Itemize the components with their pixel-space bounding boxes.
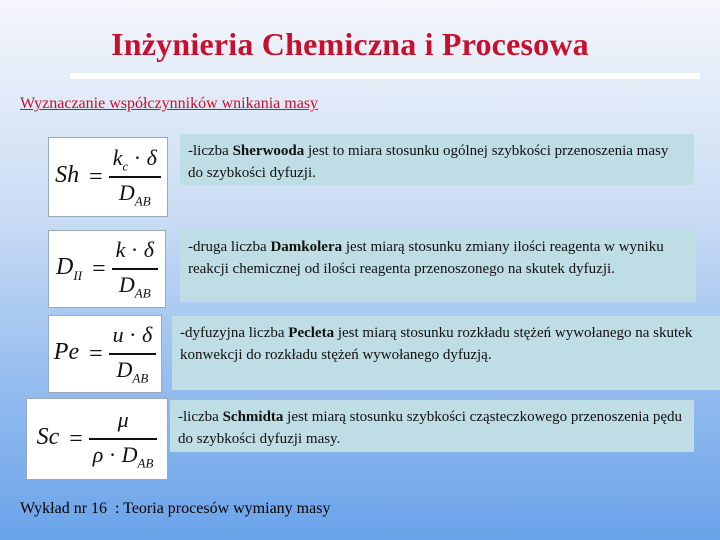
formula-schmidt [26,398,168,480]
fraction [112,237,158,301]
equals-sign: = [92,255,106,282]
formula-damkohler [48,230,166,308]
description-peclet: -dyfuzyjna liczba Pecleta jest miarą stosunku rozkładu stężeń wywołanego na skutek konwekcji do rozkładu stężeń wywołanego dyfuzją. [172,316,720,390]
fraction-denominator: $D_{AB}$ [118,271,151,301]
description-sherwood: -liczba Sherwooda jest to miara stosunku ogólnej szybkości przenoszenia masy do szybkości dyfuzji. [180,134,694,185]
fraction [109,322,157,386]
description-damkohler: -druga liczba Damkolera jest miarą stosunku zmiany ilości reagenta w wyniku reakcji chemicznej od ilości reagenta przenoszonego na skutek dyfuzji. [180,230,696,302]
fraction-numerator: μ [117,406,129,432]
description-schmidt: -liczba Schmidta jest miarą stosunku szybkości cząsteczkowego przenoszenia pędu do szybkości dyfuzji masy. [170,400,694,452]
term-name: Damkolera [270,239,343,255]
formula-lhs: $D_{II}$ [56,254,83,283]
term-name: Pecleta [288,325,335,341]
equals-sign: = [89,340,103,367]
term-name: Sherwooda [232,143,305,159]
fraction-numerator: k · δ [115,236,154,262]
formula-lhs: Pe [53,339,80,366]
equals-sign: = [69,425,83,452]
formula-lhs: Sc [36,424,60,451]
title-divider [70,73,700,79]
footer-lecture-info: Wykład nr 16 : Teoria procesów wymiany masy [20,500,331,517]
formula-sherwood [48,137,168,217]
fraction-denominator: $D_{AB}$ [118,179,151,209]
fraction [89,407,158,471]
term-name: Schmidta [222,409,284,425]
fraction-numerator: u · δ [112,321,153,347]
fraction [109,145,161,209]
fraction-numerator: $k_c \cdot \delta$ [112,144,157,174]
equals-sign: = [89,163,103,190]
section-subtitle: Wyznaczanie współczynników wnikania masy [20,95,319,112]
formula-lhs: Sh [55,162,80,189]
fraction-denominator: $\rho \cdot D_{AB}$ [92,441,154,471]
formula-peclet [48,315,162,393]
fraction-denominator: $D_{AB}$ [116,356,149,386]
page-title: Inżynieria Chemiczna i Procesowa [111,26,589,62]
